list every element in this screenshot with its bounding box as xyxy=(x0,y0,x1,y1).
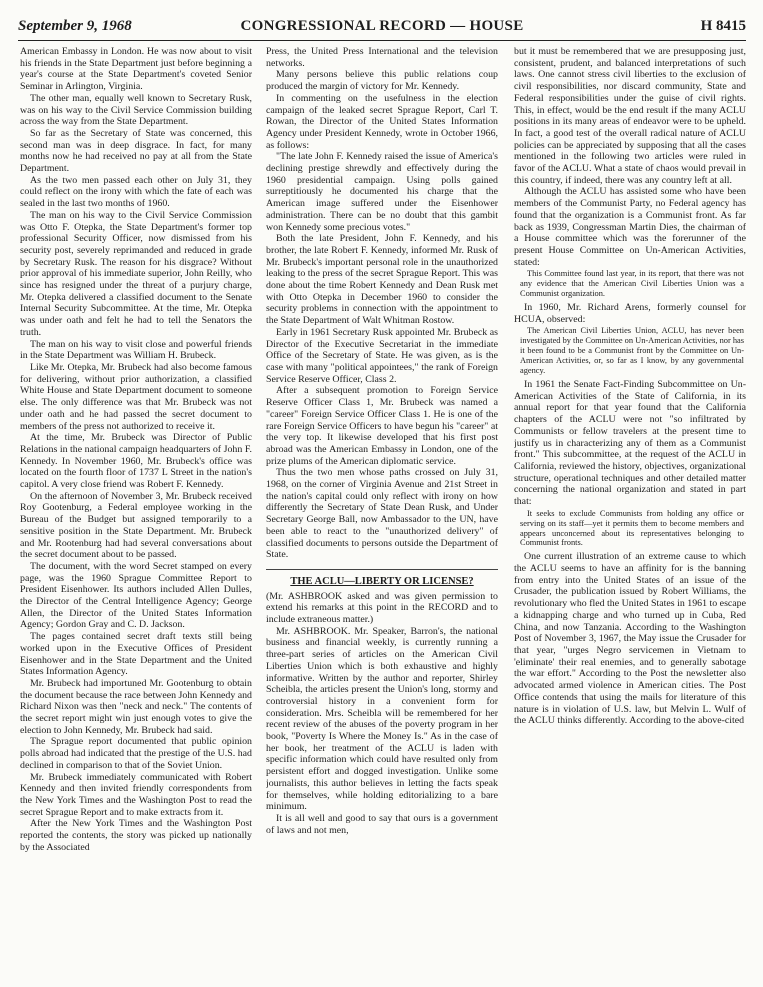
page-header xyxy=(18,16,746,41)
block-quote: The American Civil Liberties Union, ACLU, has never been investigated by the Committee on Un-American Activities, nor has it been found to be a Communist front by the Committee on Un-American Activities, or, so far as I know, by any governmental agency. xyxy=(520,326,744,376)
paragraph: So far as the Secretary of State was concerned, this second man was in deep disgrace. In fact, for many months now he had received no pay at all from the State Department. xyxy=(20,127,252,175)
text-column-2 xyxy=(266,46,498,981)
paragraph: Early in 1961 Secretary Rusk appointed Mr. Brubeck as Director of the Executive Secretariat in the immediate Office of the Secretary of State. He was given, as is the case with many "political appointees," the rank of Foreign Service Reserve Officer, Class 2. xyxy=(266,326,498,385)
block-quote: It seeks to exclude Communists from holding any office or serving on its staff—yet it permits them to become members and appears unconcerned about its representatives belonging to Communist fronts. xyxy=(520,508,744,548)
header-title: CONGRESSIONAL RECORD — HOUSE xyxy=(240,18,524,34)
header-page-number: H 8415 xyxy=(700,18,746,34)
text-column-3 xyxy=(514,46,746,981)
paragraph: The pages contained secret draft texts still being worked upon in the Executive Offices of President Eisenhower and in the State Department and the United States Information Agency. xyxy=(20,631,252,678)
paragraph: At the time, Mr. Brubeck was Director of Public Relations in the national campaign headquarters of John F. Kennedy. In November 1960, Mr. Brubeck's office was located on the fourth floor of 1737 L Street in the nation's capitol. A very close friend was Robert F. Kennedy. xyxy=(20,432,252,491)
paragraph: (Mr. ASHBROOK asked and was given permission to extend his remarks at this point in the RECORD and to include extraneous matter.) xyxy=(266,590,498,626)
text-column-1 xyxy=(20,46,252,981)
paragraph: Although the ACLU has assisted some who have been members of the Communist Party, no Federal agency has found that the organization is a Communist front. As far back as 1939, Congressman Martin Dies, the chairman of a House committee which was the forerunner of the present House Committee on Un-American Activities, stated: xyxy=(514,186,746,268)
paragraph: One current illustration of an extreme cause to which the ACLU seems to have an affinity for is the banning from entry into the United States of an issue of the Crusader, the publication issued by Robert Williams, the revolutionary who fled the United States in 1961 to escape a kidnapping charge and who turned up in Cuba, Red China, and now Tanzania. According to the Washington Post of November 3, 1967, the May issue the Crusader for that year, "urges Negro servicemen in Vietnam to 'eliminate' their real enemies, and to generally sabotage the war effort." According to the Post the newsletter also advocated armed violence in American cities. The Post Office contends that using the mails for literature of this nature is in violation of U.S. law, but Melvin L. Wulf of the ACLU thinks differently. According to the above-cited xyxy=(514,551,746,727)
paragraph: Mr. ASHBROOK. Mr. Speaker, Barron's, the national business and financial weekly, is currently running a three-part series of articles on the American Civil Liberties Union which is both exhaustive and highly informative. Written by the author and reporter, Shirley Scheibla, the articles present the Union's long, stormy and controversial history in a convenient form for consideration. Mrs. Scheibla will be remembered for her recent review of the abuses of the poverty program in her book, "Poverty Is Where the Money Is." As in the case of her book, her treatment of the ACLU is laden with specific information which could have resulted only from persistent effort and dogged investigation. Unlike some journalists, this author believes in letting the facts speak for themselves, while holding editorializing to a bare minimum. xyxy=(266,625,498,813)
paragraph: After the New York Times and the Washington Post reported the contents, the story was picked up nationally by the Associated xyxy=(20,818,252,853)
paragraph: "The late John F. Kennedy raised the issue of America's declining prestige shrewdly and effectively during the 1960 presidential campaign. Using polls gained surreptitiously he documented his charge that the American image suffered under the Eisenhower administration. There can be no doubt that this gambit won Kennedy some precious votes." xyxy=(266,151,498,233)
paragraph: Many persons believe this public relations coup produced the margin of victory for Mr. Kennedy. xyxy=(266,69,498,93)
paragraph: Both the late President, John F. Kennedy, and his brother, the late Robert F. Kennedy, informed Mr. Rusk of Mr. Brubeck's important personal role in the unauthorized leaking to the press of the secret Sprague Report. This was done about the time Robert Kennedy and Dean Rusk met with Otto Otepka in December 1960 to consider the security problems in connection with the appointment to the State Department of Walt Whitman Rostow. xyxy=(266,233,498,327)
paragraph: In 1961 the Senate Fact-Finding Subcommittee on Un-American Activities of the State of California, in its annual report for that year found that the California chapters of the ACLU were not "so infiltrated by Communists or fellow travelers at the present time to justify us in characterizing any of them as a Communist front." This subcommittee, at the request of the ACLU in California, reviewed the history, objectives, organizational structure, operational techniques and other detailed matter concerning the national organization and stated in part that: xyxy=(514,379,746,508)
paragraph: After a subsequent promotion to Foreign Service Reserve Officer Class 1, Mr. Brubeck was named a "career" Foreign Service Officer Class 1. He is one of the rare Foreign Service Officers to have begun his "career" at the very top. It likewise developed that his first post abroad was the American Embassy in London, one of the prize plums of the American diplomatic service. xyxy=(266,385,498,467)
paragraph: As the two men passed each other on July 31, they could reflect on the irony with which the fate of each was sealed in the last two months of 1960. xyxy=(20,174,252,210)
header-date: September 9, 1968 xyxy=(18,18,132,34)
paragraph: It is all well and good to say that ours is a government of laws and not men, xyxy=(266,813,498,836)
paragraph: The man on his way to the Civil Service Commission was Otto F. Otepka, the State Department's former top professional Security Officer, now dismissed from his security post, severely reprimanded and reduced in grade by Secretary Rusk. The reason for his disgrace? Without prior approval of his immediate superior, John Reilly, who since has resigned under the threat of a purjury charge, Mr. Otepka delivered a classified document to the Senate Internal Security Subcommittee. At the time, Mr. Otepka was under oath and felt he had to tell the Senators the truth. xyxy=(20,209,252,338)
paragraph: Mr. Brubeck had importuned Mr. Gootenburg to obtain the document because the race between John Kennedy and Richard Nixon was then "neck and neck." The contents of the secret report might win just enough votes to give the election to John Kennedy, Mr. Brubeck had said. xyxy=(20,677,252,736)
paragraph: The man on his way to visit close and powerful friends in the State Department was William H. Brubeck. xyxy=(20,338,252,362)
paragraph: The document, with the word Secret stamped on every page, was the 1960 Sprague Committee Report to President Eisenhower. Its authors included Allen Dulles, the Director of the Central Intelligence Agency; George Allen, the Director of the United States Information Agency; Gordon Gray and C. D. Jackson. xyxy=(20,560,252,631)
paragraph: The Sprague report documented that public opinion polls abroad had indicated that the prestige of the U.S. had declined in comparison to that of the Soviet Union. xyxy=(20,736,252,771)
paragraph: The other man, equally well known to Secretary Rusk, was on his way to the Civil Service Commission building across the way from the State Department. xyxy=(20,92,252,128)
paragraph: In 1960, Mr. Richard Arens, formerly counsel for HCUA, observed: xyxy=(514,302,746,325)
paragraph: On the afternoon of November 3, Mr. Brubeck received Roy Gootenburg, a Federal employee working in the Bureau of the Budget but assigned temporarily to a sensitive position in the State Department. Mr. Brubeck and Mr. Rootenburg had had several conversations about the secret document about to be passed. xyxy=(20,490,252,561)
paragraph: Thus the two men whose paths crossed on July 31, 1968, on the corner of Virginia Avenue and 21st Street in the nation's capital could only reflect with irony on how differently the Secretary of State Dean Rusk, and Under Secretary George Ball, now Ambassador to the UN, have been able to react to the "unauthorized delivery" of classified documents to persons outside the Department of State. xyxy=(266,467,498,561)
paragraph: Mr. Brubeck immediately communicated with Robert Kennedy and then invited friendly correspondents from the New York Times and the Washington Post to read the secret Sprague Report and to make extracts from it. xyxy=(20,771,252,818)
paragraph: In commenting on the usefulness in the election campaign of the leaked secret Sprague Report, Carl T. Rowan, the Director of the United States Information Agency under President Kennedy, wrote in October 1966, as follows: xyxy=(266,92,498,151)
section-title: THE ACLU—LIBERTY OR LICENSE? xyxy=(266,569,498,588)
paragraph: American Embassy in London. He was now about to visit his friends in the State Department just before beginning a year's course at the State Department's coveted Senior Seminar in Arlington, Virginia. xyxy=(20,46,252,93)
paragraph: Like Mr. Otepka, Mr. Brubeck had also become famous for delivering, without prior authorization, a classified White House and State Department document to someone else. The only difference was that Mr. Brubeck was not under oath and he had passed the secret document to members of the press not authorized to receive it. xyxy=(20,361,252,432)
paragraph: Press, the United Press International and the television networks. xyxy=(266,46,498,69)
block-quote: This Committee found last year, in its report, that there was not any evidence that the American Civil Liberties Union was a Communist organization. xyxy=(520,269,744,299)
paragraph: but it must be remembered that we are presupposing just, consistent, prudent, and balanced interpretations of such laws. One cannot stress civil liberties to the exclusion of civil responsibilities, nor discard community, State and Federal responsibilities under the guise of civil rights. This, in effect, would be the end result if the many ACLU positions in its many areas of endeavor were to be upheld. In fact, a good test of the overall radical nature of ACLU policies can be appreciated by supposing that all the cases mentioned in the following two articles were ruled in favor of the ACLU. What a state of chaos would prevail in this country, if indeed, there was any country left at all. xyxy=(514,46,746,186)
